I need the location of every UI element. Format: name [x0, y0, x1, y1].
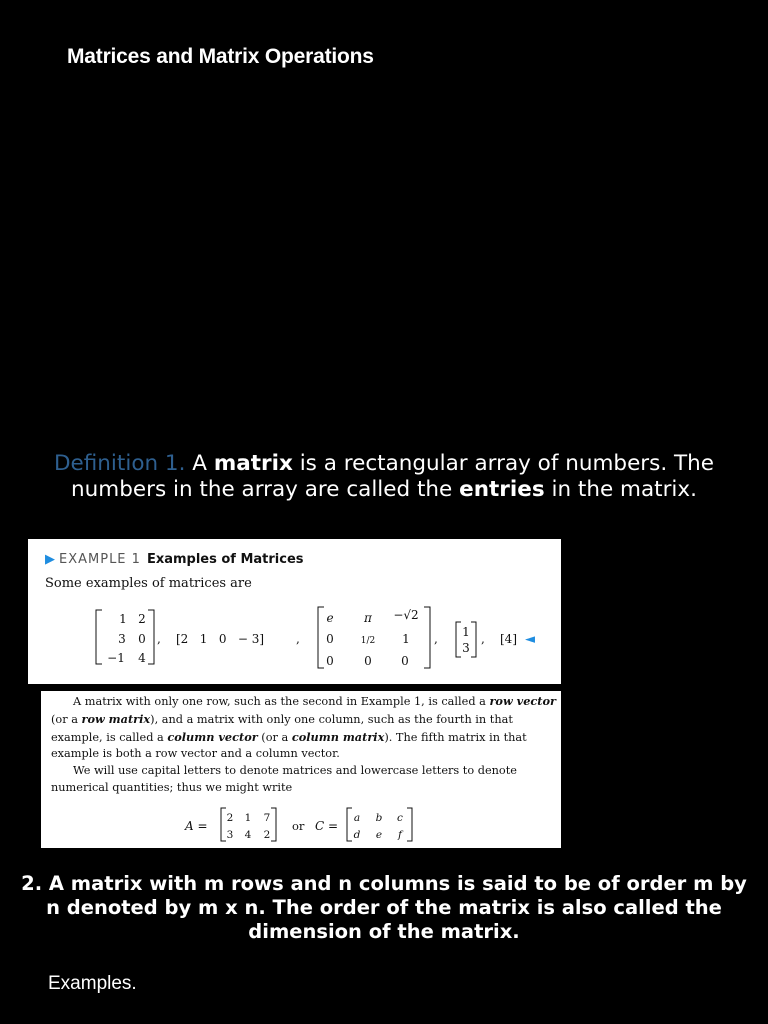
matrix-entry: 0	[326, 654, 334, 668]
matrix-entry: 2	[226, 812, 234, 824]
separator: ,	[434, 632, 438, 646]
matrix-entry: e	[326, 611, 334, 625]
term-matrix: matrix	[213, 451, 293, 476]
separator: ,	[481, 632, 485, 646]
matrix-entry: e	[375, 829, 383, 841]
end-marker-icon: ◄	[525, 632, 535, 647]
eq-or: or	[292, 819, 305, 833]
text-run: A matrix with only one row, such as the second in Example 1, is called a	[73, 695, 490, 708]
bracket-left	[347, 808, 352, 841]
term-column-matrix: column matrix	[291, 729, 385, 744]
example-tag: EXAMPLE 1	[59, 552, 141, 567]
matrix-entry: f	[398, 829, 402, 841]
example-panel	[28, 539, 561, 684]
matrix-entry: 1	[244, 812, 252, 824]
bracket-right	[471, 622, 476, 657]
bracket-right	[407, 808, 412, 841]
matrix-entry: −1	[107, 651, 125, 665]
bracket-left	[456, 622, 461, 657]
bracket-right	[424, 607, 430, 668]
matrix-entry: −√2	[393, 608, 419, 622]
matrix-entry: 1/2	[360, 636, 376, 646]
eq-a-label: A =	[185, 819, 208, 833]
term-column-vector: column vector	[167, 729, 258, 744]
matrix-entry: d	[353, 829, 361, 841]
text-run: ). The fifth matrix in that example is both a row vector and a column vector.	[51, 730, 527, 761]
matrix-entry: 4	[138, 651, 146, 665]
matrix-entry: 2	[263, 829, 271, 841]
matrix-entry: 1	[402, 632, 410, 646]
term-entries: entries	[459, 477, 545, 502]
bracket-right	[148, 610, 154, 664]
matrix-entry: 1	[119, 612, 127, 626]
text-run: (or a	[257, 730, 292, 744]
definition-part: A	[185, 451, 214, 476]
example-intro: Some examples of matrices are	[45, 576, 252, 591]
bracket-left	[221, 808, 226, 841]
point-2-text: 2. A matrix with m rows and n columns is said to be of order m by n denoted by m x n. The order of the matrix is also called the dimension of the matrix.	[21, 872, 747, 943]
matrix-entry: 4	[244, 829, 252, 841]
matrix-entry: c	[397, 812, 403, 824]
eq-c-label: C =	[315, 819, 339, 833]
bracket-right	[271, 808, 276, 841]
matrix-entry: 2	[138, 612, 146, 626]
equation-a-c	[41, 691, 561, 848]
matrix-entry: 3	[462, 641, 470, 655]
example-matrices	[28, 539, 561, 684]
separator: ,	[296, 632, 300, 646]
paragraph-2: We will use capital letters to denote matrices and lowercase letters to denote numerical quantities; thus we might write	[51, 764, 517, 794]
separator: ,	[157, 632, 161, 646]
scalar-matrix: [4]	[500, 632, 517, 646]
matrix-entry: 0	[401, 654, 409, 668]
text-run: (or a	[51, 712, 82, 726]
example-marker-icon: ▶	[45, 552, 55, 567]
row-vector: [2 1 0 − 3]	[176, 632, 265, 646]
matrix-entry: π	[364, 611, 372, 625]
example-title: Examples of Matrices	[146, 552, 304, 567]
bracket-left	[96, 610, 102, 664]
definition-part: in the matrix.	[544, 477, 697, 502]
matrix-entry: 1	[462, 625, 470, 639]
term-row-vector: row vector	[489, 694, 556, 708]
matrix-entry: 0	[138, 632, 146, 646]
matrix-entry: 0	[364, 654, 372, 668]
definition-text	[40, 451, 728, 503]
matrix-entry: b	[375, 812, 383, 824]
bracket-left	[318, 607, 324, 668]
definition-label: Definition 1.	[53, 451, 186, 476]
text-run: ), and a matrix with only one column, such as the fourth in that example, is called a	[51, 712, 513, 744]
definition-part: is a rectangular array of numbers. The numbers in the array are called the	[71, 451, 715, 502]
textbook-panel	[41, 691, 561, 848]
examples-label: Examples.	[48, 973, 137, 994]
slide-title: Matrices and Matrix Operations	[67, 45, 374, 68]
matrix-entry: 3	[226, 829, 234, 841]
term-row-matrix: row matrix	[81, 711, 151, 726]
matrix-entry: 7	[263, 812, 271, 824]
matrix-entry: a	[353, 812, 361, 824]
matrix-entry: 3	[118, 632, 126, 646]
matrix-entry: 0	[326, 632, 334, 646]
